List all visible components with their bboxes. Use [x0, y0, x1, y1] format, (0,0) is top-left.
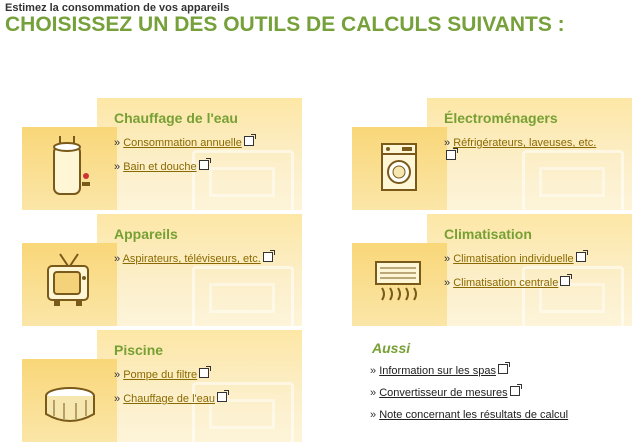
- external-link-icon: [446, 150, 456, 160]
- washing-machine-icon: [366, 132, 436, 202]
- link-consommation-annuelle[interactable]: Consommation annuelle: [123, 137, 242, 149]
- external-link-icon: [217, 392, 227, 402]
- link-note-resultats[interactable]: Note concernant les résultats de calcul: [379, 409, 569, 421]
- link-row: » Convertisseur de mesures: [370, 386, 630, 400]
- link-row: » Consommation annuelle: [114, 136, 304, 150]
- card-title: Chauffage de l'eau: [114, 110, 238, 126]
- link-bain-douche[interactable]: Bain et douche: [123, 161, 197, 173]
- television-icon: [36, 248, 106, 318]
- card-title: Piscine: [114, 342, 164, 358]
- card-electromenagers: [352, 98, 632, 210]
- link-climatisation-centrale[interactable]: Climatisation centrale: [453, 277, 559, 289]
- card-appareils: [22, 214, 302, 326]
- external-link-icon: [244, 136, 254, 146]
- link-row: » Note concernant les résultats de calcul: [370, 409, 569, 421]
- link-row: » Information sur les spas: [370, 364, 630, 378]
- link-pompe-filtre[interactable]: Pompe du filtre: [123, 369, 198, 381]
- card-chauffage-eau: [22, 98, 302, 210]
- card-climatisation: [352, 214, 632, 326]
- external-link-icon: [199, 160, 209, 170]
- link-climatisation-individuelle[interactable]: Climatisation individuelle: [453, 253, 574, 265]
- card-piscine: [22, 330, 302, 442]
- pool-icon: [36, 364, 106, 434]
- external-link-icon: [576, 252, 586, 262]
- link-refrigerateurs[interactable]: Réfrigérateurs, laveuses, etc.: [453, 137, 597, 149]
- card-title: Électroménagers: [444, 110, 558, 126]
- external-link-icon: [199, 368, 209, 378]
- card-title: Climatisation: [444, 226, 532, 242]
- link-information-spas[interactable]: Information sur les spas: [379, 365, 496, 377]
- page-supertitle: Estimez la consommation de vos appareils: [5, 2, 230, 14]
- external-link-icon: [498, 364, 508, 374]
- water-heater-icon: [36, 132, 106, 202]
- card-title: Appareils: [114, 226, 178, 242]
- link-row: » Bain et douche: [114, 160, 304, 174]
- link-row: » Climatisation centrale: [444, 276, 634, 290]
- page-title: CHOISISSEZ UN DES OUTILS DE CALCULS SUIVANTS :: [5, 13, 565, 36]
- aussi-section: [370, 340, 630, 430]
- external-link-icon: [560, 276, 570, 286]
- aussi-title: Aussi: [372, 340, 411, 356]
- link-convertisseur-mesures[interactable]: Convertisseur de mesures: [379, 387, 508, 399]
- link-row: » Climatisation individuelle: [444, 252, 634, 266]
- link-aspirateurs[interactable]: Aspirateurs, téléviseurs, etc.: [122, 253, 261, 265]
- link-row: » Réfrigérateurs, laveuses, etc.: [444, 136, 634, 164]
- link-row: » Chauffage de l'eau: [114, 392, 304, 406]
- link-row: » Pompe du filtre: [114, 368, 304, 382]
- link-chauffage-eau-piscine[interactable]: Chauffage de l'eau: [123, 393, 215, 405]
- external-link-icon: [263, 252, 273, 262]
- air-conditioner-icon: [366, 248, 436, 318]
- external-link-icon: [510, 386, 520, 396]
- link-row: » Aspirateurs, téléviseurs, etc.: [114, 252, 304, 266]
